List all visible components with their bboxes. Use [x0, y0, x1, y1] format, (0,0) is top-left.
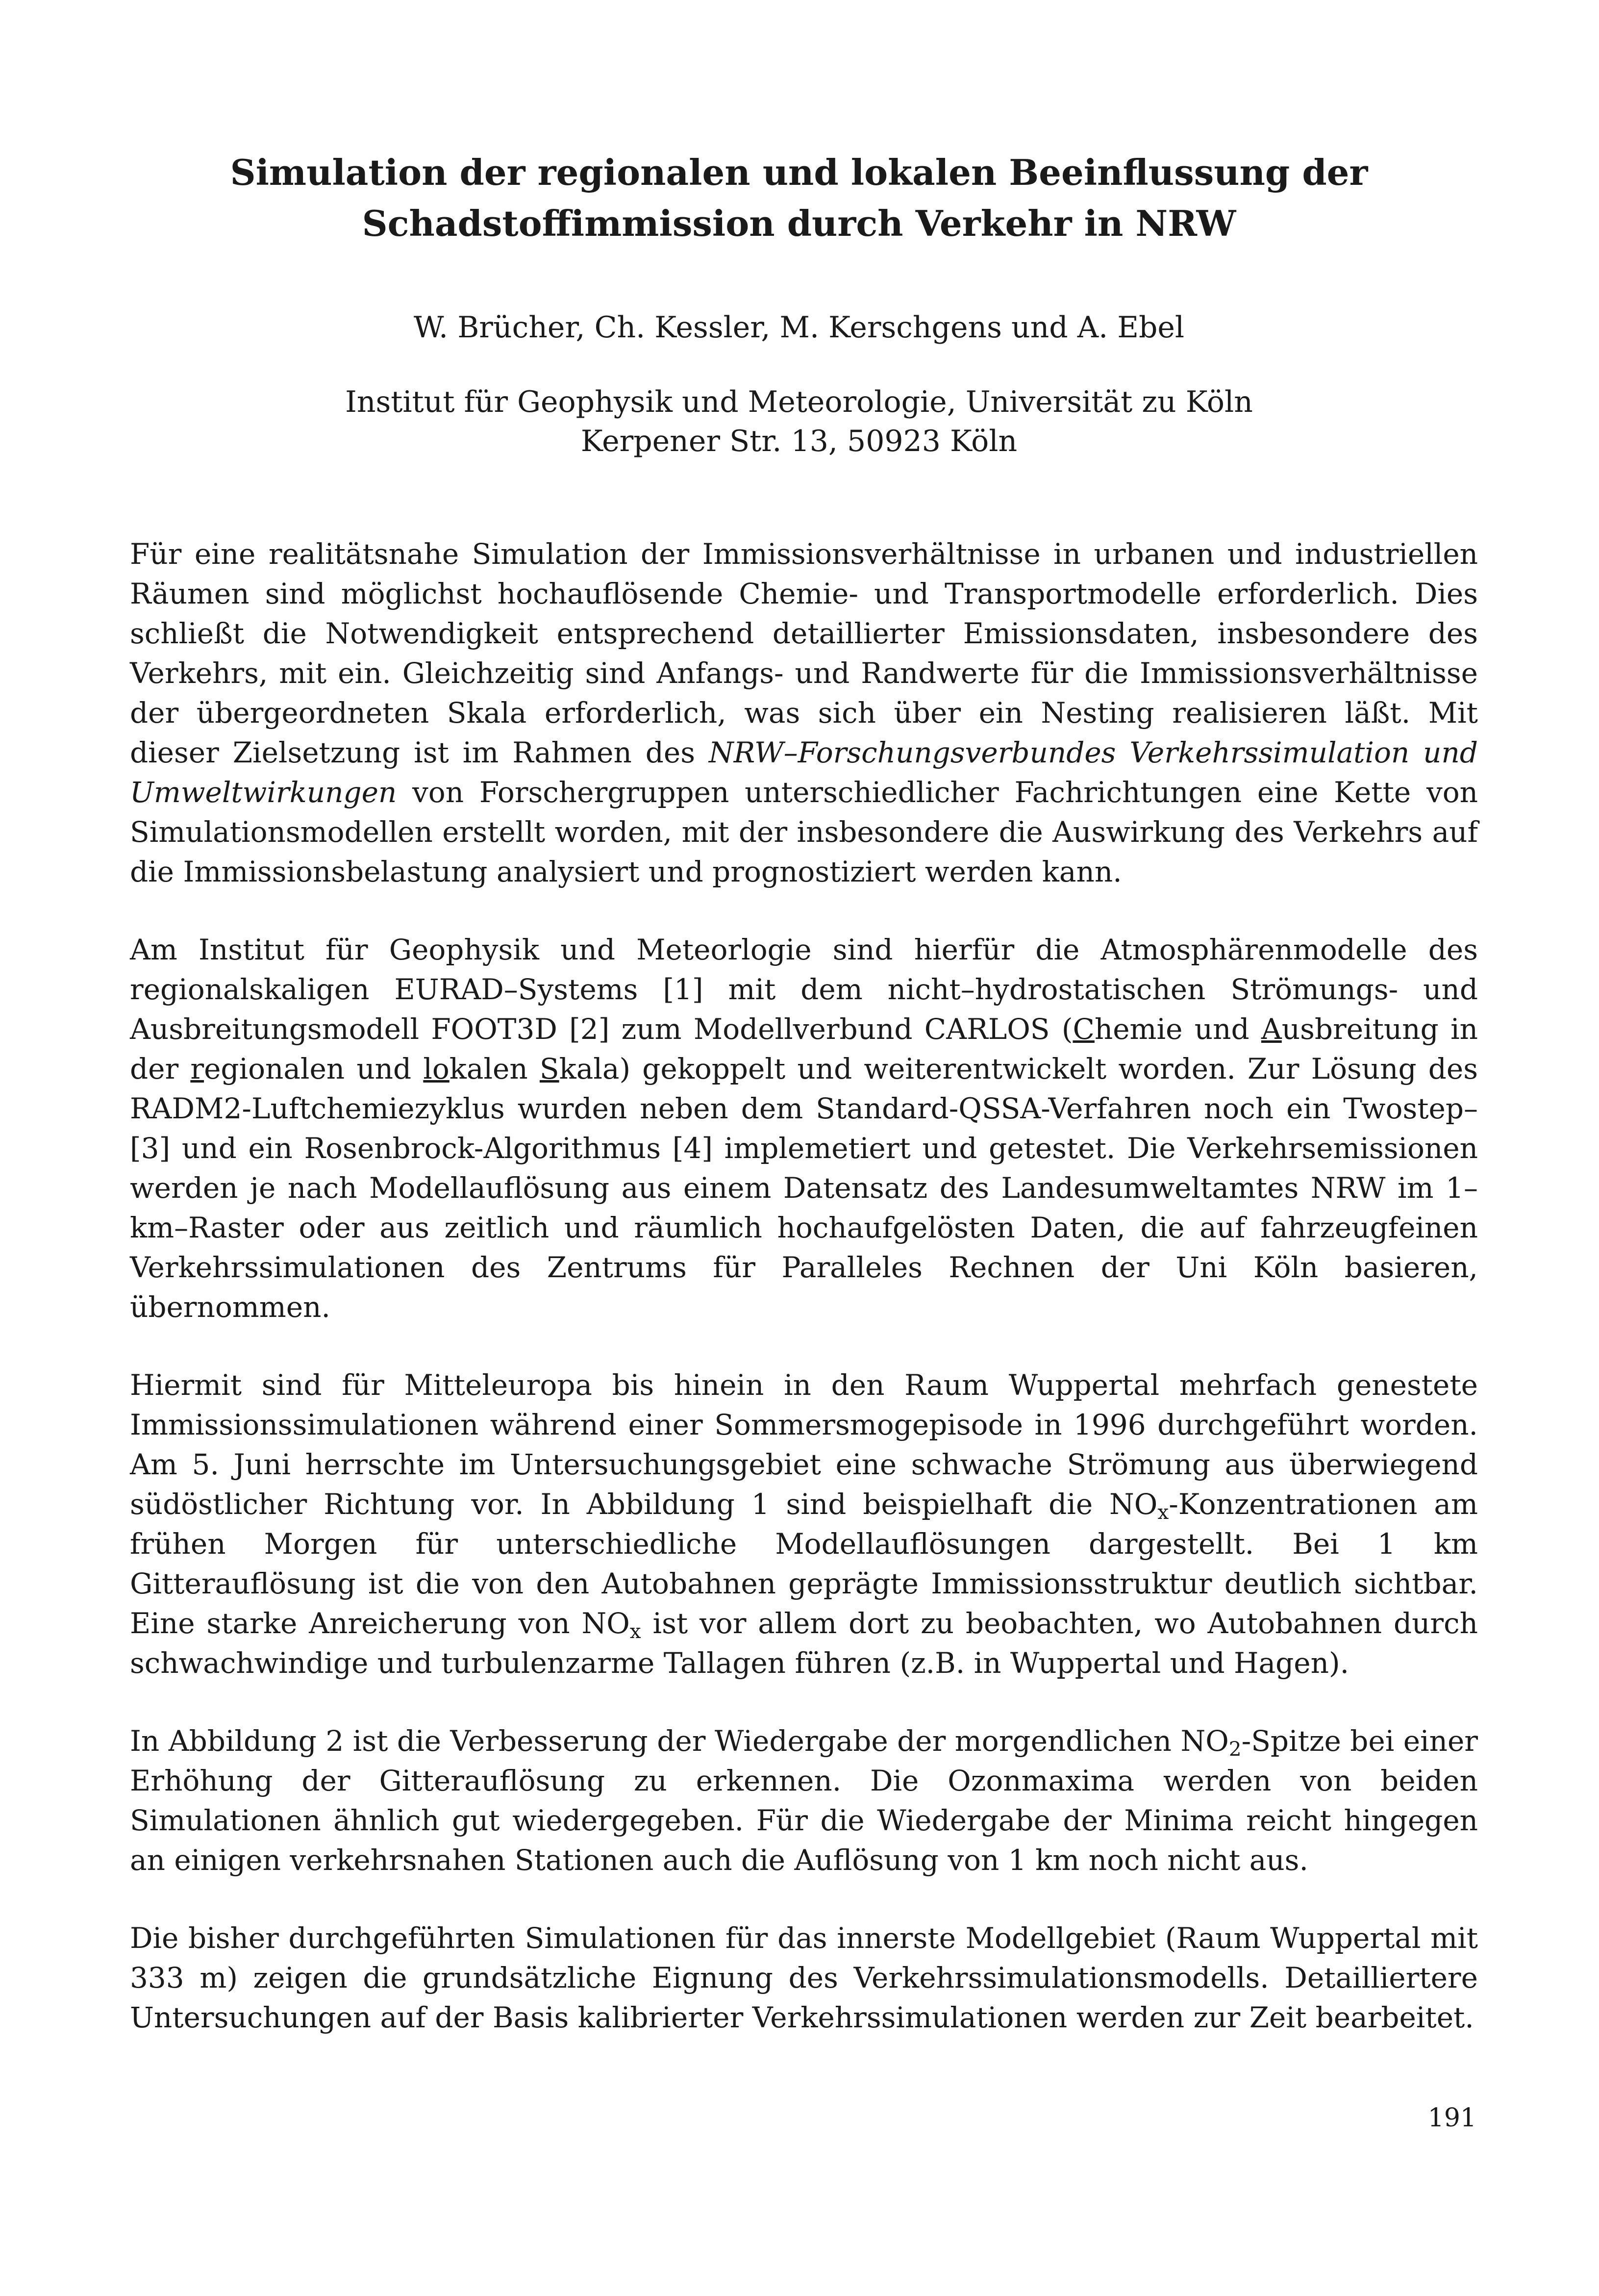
paragraph-4: In Abbildung 2 ist die Verbesserung der Wiedergabe der morgendlichen $NO_2$-Spitze bei einer Erhöhung der Gitterauflösung zu erkennen. Die Ozonmaxima werden von beiden Simulationen ähnlich gut wiedergegeben. Für die Wiedergabe der Minima reicht hingegen an einigen verkehrsnahen Stationen auch die Auflösung von 1 km noch nicht aus.	[130, 1724, 1478, 1877]
paragraph-2: Am Institut für Geophysik und Meteorlogie sind hierfür die Atmosphärenmodelle des regionalskaligen EURAD–Systems [1] mit dem nicht–hydrostatischen Strömungs- und Ausbreitungsmodell FOOT3D [2] zum Modellverbund CARLOS (Chemie und Ausbreitung in der regionalen und lokalen Skala) gekoppelt und weiterentwickelt worden. Zur Lösung des RADM2-Luftchemiezyklus wurden neben dem Standard-QSSA-Verfahren noch ein Twostep– [3] und ein Rosenbrock-Algorithmus [4] implemetiert und getestet. Die Verkehrsemissionen werden je nach Modellauflösung aus einem Datensatz des Landesumweltamtes NRW im 1–km–Raster oder aus zeitlich und räumlich hochaufgelösten Daten, die auf fahrzeugfeinen Verkehrssimulationen des Zentrums für Paralleles Rechnen der Uni Köln basieren, übernommen.	[130, 933, 1478, 1324]
affiliation-line-2: Kerpener Str. 13, 50923 Köln	[580, 424, 1018, 458]
project-name: NRW–Forschungsverbundes Verkehrssimulation und Umweltwirkungen	[130, 736, 1478, 809]
title-line-1: Simulation der regionalen und lokalen Beeinflussung der	[230, 151, 1368, 193]
paragraph-1: Für eine realitätsnahe Simulation der Immissionsverhältnisse in urbanen und industriellen Räumen sind möglichst hochauflösende Chemie- und Transportmodelle erforderlich. Dies schließt die Notwendigkeit entsprechend detaillierter Emissionsdaten, insbesondere des Verkehrs, mit ein. Gleichzeitig sind Anfangs- und Randwerte für die Immissionsverhältnisse der übergeordneten Skala erforderlich, was sich über ein Nesting realisieren läßt. Mit dieser Zielsetzung ist im Rahmen des NRW–Forschungsverbundes Verkehrssimulation und Umweltwirkungen von Forschergruppen unterschiedlicher Fachrichtungen eine Kette von Simulationsmodellen erstellt worden, mit der insbesondere die Auswirkung des Verkehrs auf die Immissionsbelastung analysiert und prognostiziert werden kann.	[130, 537, 1478, 888]
affiliation	[162, 382, 1436, 461]
page-number: 191	[1427, 2103, 1476, 2133]
title-line-2: Schadstoffimmission durch Verkehr in NRW	[362, 202, 1236, 244]
paper-title	[162, 147, 1436, 249]
paragraph-3: Hiermit sind für Mitteleuropa bis hinein in den Raum Wuppertal mehrfach genestete Immissionssimulationen während einer Sommersmogepisode in 1996 durchgeführt worden. Am 5. Juni herrschte im Untersuchungsgebiet eine schwache Strömung aus überwiegend südöstlicher Richtung vor. In Abbildung 1 sind beispielhaft die $NO_x$-Konzentrationen am frühen Morgen für unterschiedliche Modellauflösungen dargestellt. Bei 1 km Gitterauflösung ist die von den Autobahnen geprägte Immissionsstruktur deutlich sichtbar. Eine starke Anreicherung von $NO_x$ ist vor allem dort zu beobachten, wo Autobahnen durch schwachwindige und turbulenzarme Tallagen führen (z.B. in Wuppertal und Hagen).	[130, 1368, 1478, 1680]
body-text	[130, 534, 1478, 2038]
paragraph-5: Die bisher durchgeführten Simulationen für das innerste Modellgebiet (Raum Wuppertal mit 333 m) zeigen die grundsätzliche Eignung des Verkehrssimulationsmodells. Detailliertere Untersuchungen auf der Basis kalibrierter Verkehrssimulationen werden zur Zeit bearbeitet.	[130, 1921, 1478, 2034]
author-list: W. Brücher, Ch. Kessler, M. Kerschgens und A. Ebel	[413, 310, 1185, 345]
affiliation-line-1: Institut für Geophysik und Meteorologie, Universität zu Köln	[345, 385, 1253, 419]
